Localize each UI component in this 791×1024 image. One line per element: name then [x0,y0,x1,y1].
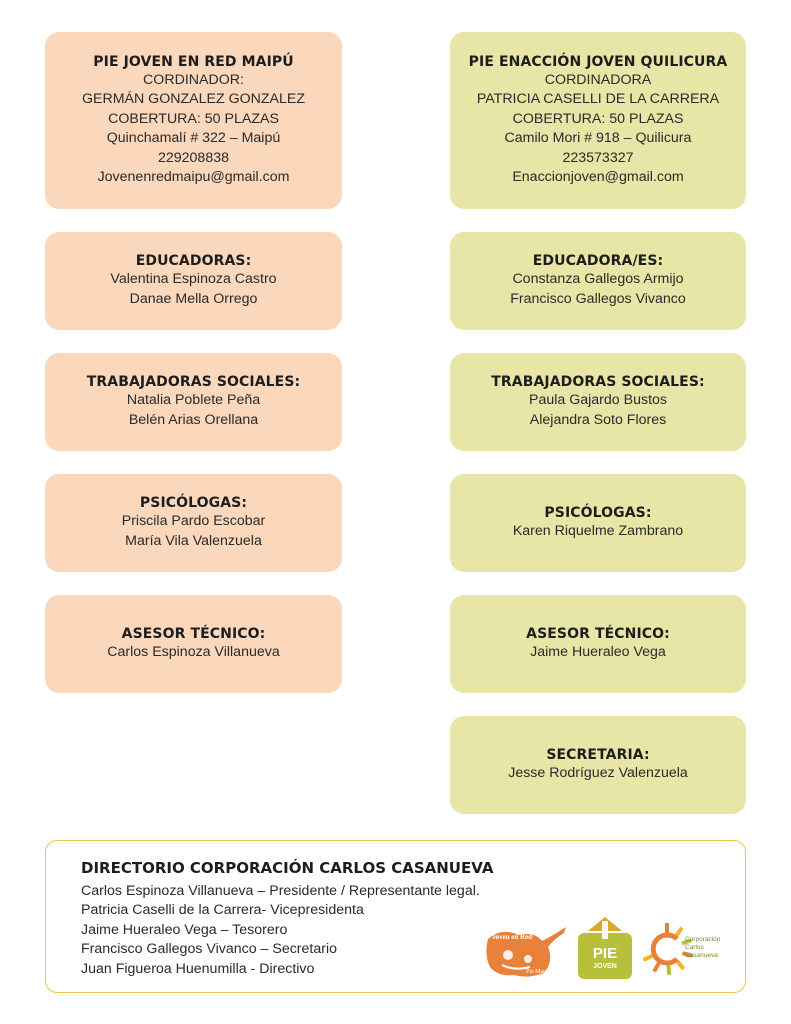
card-title: ASESOR TÉCNICO: [526,625,670,642]
card-line: María Vila Valenzuela [125,532,262,549]
quilicura-secretaria-card [450,716,746,814]
corporacion-casanueva-logo [641,919,731,979]
card-line: GERMÁN GONZALEZ GONZALEZ [81,91,306,107]
card-title: PSICÓLOGAS: [139,495,248,511]
card-line: Francisco Gallegos Vivanco [510,290,686,307]
card-line: Natalia Poblete Peña [126,392,261,408]
card-line: Valentina Espinoza Castro [110,271,277,287]
card-title: PIE JOVEN EN RED MAIPÚ [93,53,294,70]
card-title: ASESOR TÉCNICO: [121,625,266,642]
card-line: Quinchamalí # 322 – Maipú [106,130,281,146]
card-line: Alejandra Soto Flores [529,411,667,428]
maipu-educadoras-card [45,232,342,330]
card-title: TRABAJADORAS SOCIALES: [491,374,705,390]
card-line: 223573327 [562,149,634,166]
quilicura-educadoras-card [450,232,746,330]
logo-text: Pie Maipú [526,969,551,975]
card-line: Priscila Pardo Escobar [121,513,266,529]
card-line: Belén Arias Orellana [128,411,259,428]
pie-joven-logo [576,915,634,981]
card-line: Jaime Hueraleo Vega [530,643,666,660]
card-line: Camilo Mori # 918 – Quilicura [504,130,692,146]
card-title: PIE ENACCIÓN JOVEN QUILICURA [468,53,728,70]
directorio-line: Carlos Espinoza Villanueva – Presidente / Representante legal. [81,883,480,899]
maipu-asesor-card [45,595,342,693]
logo-text: PIE [592,945,618,962]
card-title: EDUCADORA/ES: [532,253,664,269]
maipu-psicologas-card [45,474,342,572]
maipu-header-card [45,32,342,209]
card-line: 229208838 [157,149,229,166]
quilicura-trabajadoras-card [450,353,746,451]
email-text: Jovenenredmaipu@gmail.com [97,169,290,185]
logo-text: Casanueva [685,952,718,959]
card-line: PATRICIA CASELLI DE LA CARRERA [476,91,720,107]
directorio-box [45,840,746,993]
card-title: TRABAJADORAS SOCIALES: [86,374,301,390]
logo-text: Corporación [685,936,721,943]
card-line: Constanza Gallegos Armijo [512,271,684,287]
card-line: Jesse Rodríguez Valenzuela [508,764,688,781]
directorio-list [81,882,480,979]
joven-en-red-maipu-logo [484,921,570,981]
card-line: Danae Mella Orrego [129,290,258,307]
card-title: EDUCADORAS: [135,253,252,269]
card-line: Karen Riquelme Zambrano [512,522,684,539]
card-line: COBERTURA: 50 PLAZAS [108,110,279,127]
directorio-line: Juan Figueroa Huenumilla - Directivo [81,960,315,977]
card-line: COBERTURA: 50 PLAZAS [512,110,684,127]
card-line: Paula Gajardo Bustos [528,392,668,408]
quilicura-header-card [450,32,746,209]
card-line: Carlos Espinoza Villanueva [107,643,280,660]
maipu-trabajadoras-card [45,353,342,451]
card-line: CORDINADOR: [143,71,244,88]
email-text: Enaccionjoven@gmail.com [512,169,684,185]
card-title: SECRETARIA: [546,746,650,763]
card-title: PSICÓLOGAS: [544,504,652,521]
logo-text: JOVEN [593,963,617,970]
directorio-line: Jaime Hueraleo Vega – Tesorero [81,921,288,938]
card-line: CORDINADORA [544,71,652,88]
directorio-line: Patricia Caselli de la Carrera- Vicepresidenta [81,902,364,919]
logo-text: Joven en Red [492,933,533,941]
directorio-line: Francisco Gallegos Vivanco – Secretario [81,941,338,958]
quilicura-asesor-card [450,595,746,693]
logo-text: Carlos [685,944,704,951]
quilicura-psicologas-card [450,474,746,572]
directorio-title: DIRECTORIO CORPORACIÓN CARLOS CASANUEVA [81,859,494,877]
